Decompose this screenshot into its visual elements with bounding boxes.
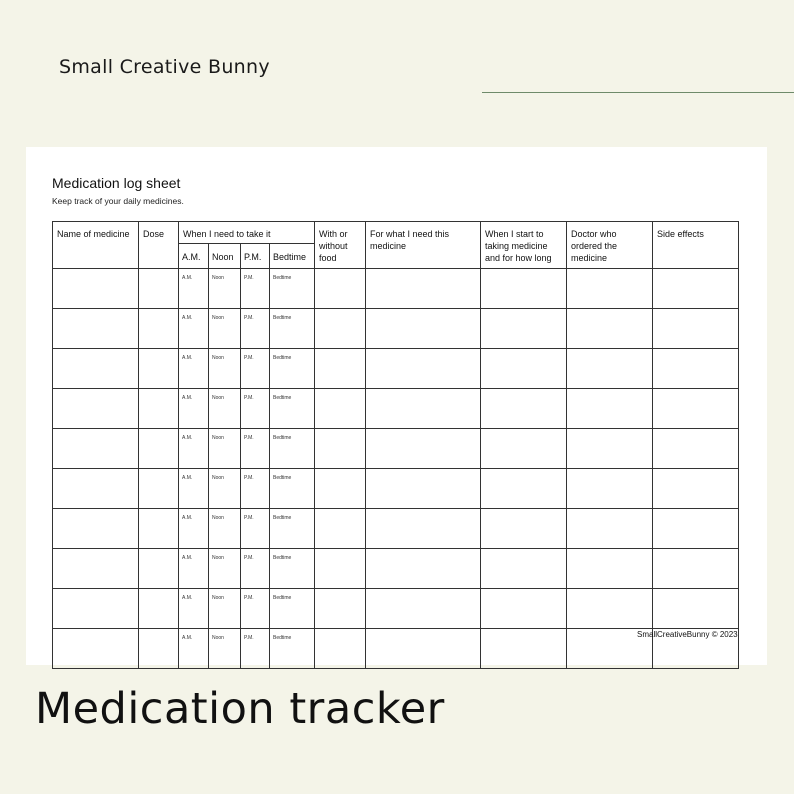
cell-doctor[interactable] [567,389,653,429]
medication-log-sheet [26,147,767,665]
cell-purpose[interactable] [366,589,481,629]
cell-start-and-duration[interactable] [481,389,567,429]
table-row [53,269,739,309]
cell-pm[interactable]: P.M. [241,269,270,309]
table-row [53,589,739,629]
cell-name-of-medicine[interactable] [53,549,139,589]
cell-pm[interactable]: P.M. [241,429,270,469]
cell-side-effects[interactable] [653,389,739,429]
table-header-row [53,222,739,244]
header-side-effects: Side effects [653,222,739,269]
cell-dose[interactable] [139,389,179,429]
header-doctor: Doctor who ordered the medicine [567,222,653,269]
cell-name-of-medicine[interactable] [53,349,139,389]
page-title: Medication tracker [35,684,445,734]
header-with-or-without-food: With or without food [315,222,366,269]
header-am: A.M. [179,244,209,269]
cell-with-or-without-food[interactable] [315,309,366,349]
cell-dose[interactable] [139,629,179,669]
cell-start-and-duration[interactable] [481,429,567,469]
cell-dose[interactable] [139,589,179,629]
cell-with-or-without-food[interactable] [315,349,366,389]
table-row [53,469,739,509]
cell-start-and-duration[interactable] [481,349,567,389]
brand-name: Small Creative Bunny [59,56,270,78]
cell-start-and-duration[interactable] [481,589,567,629]
cell-noon[interactable]: Noon [209,389,241,429]
cell-doctor[interactable] [567,309,653,349]
header-dose: Dose [139,222,179,269]
cell-name-of-medicine[interactable] [53,629,139,669]
cell-doctor[interactable] [567,509,653,549]
cell-noon[interactable]: Noon [209,589,241,629]
cell-am[interactable]: A.M. [179,629,209,669]
cell-with-or-without-food[interactable] [315,389,366,429]
cell-side-effects[interactable] [653,509,739,549]
cell-with-or-without-food[interactable] [315,549,366,589]
cell-purpose[interactable] [366,389,481,429]
table-row [53,349,739,389]
table-row [53,389,739,429]
cell-dose[interactable] [139,429,179,469]
cell-am[interactable]: A.M. [179,589,209,629]
cell-name-of-medicine[interactable] [53,429,139,469]
cell-pm[interactable]: P.M. [241,629,270,669]
header-noon: Noon [209,244,241,269]
header-bedtime: Bedtime [270,244,315,269]
cell-name-of-medicine[interactable] [53,509,139,549]
cell-purpose[interactable] [366,509,481,549]
sheet-subtitle: Keep track of your daily medicines. [52,196,184,206]
cell-side-effects[interactable] [653,309,739,349]
cell-start-and-duration[interactable] [481,269,567,309]
cell-side-effects[interactable] [653,589,739,629]
cell-dose[interactable] [139,309,179,349]
cell-with-or-without-food[interactable] [315,429,366,469]
cell-noon[interactable]: Noon [209,269,241,309]
header-purpose: For what I need this medicine [366,222,481,269]
header-name-of-medicine: Name of medicine [53,222,139,269]
cell-doctor[interactable] [567,469,653,509]
cell-with-or-without-food[interactable] [315,469,366,509]
cell-am[interactable]: A.M. [179,309,209,349]
cell-am[interactable]: A.M. [179,269,209,309]
cell-bedtime[interactable]: Bedtime [270,549,315,589]
cell-bedtime[interactable]: Bedtime [270,269,315,309]
table-row [53,629,739,669]
header-when-to-take: When I need to take it [179,222,315,244]
cell-dose[interactable] [139,269,179,309]
medication-log-table [52,221,739,669]
cell-dose[interactable] [139,349,179,389]
cell-bedtime[interactable]: Bedtime [270,469,315,509]
header-pm: P.M. [241,244,270,269]
cell-with-or-without-food[interactable] [315,269,366,309]
cell-doctor[interactable] [567,429,653,469]
table-row [53,509,739,549]
cell-bedtime[interactable]: Bedtime [270,309,315,349]
cell-purpose[interactable] [366,309,481,349]
cell-pm[interactable]: P.M. [241,309,270,349]
cell-side-effects[interactable] [653,469,739,509]
sheet-title: Medication log sheet [52,175,181,191]
cell-am[interactable]: A.M. [179,469,209,509]
cell-am[interactable]: A.M. [179,509,209,549]
cell-start-and-duration[interactable] [481,629,567,669]
cell-bedtime[interactable]: Bedtime [270,509,315,549]
cell-bedtime[interactable]: Bedtime [270,629,315,669]
cell-am[interactable]: A.M. [179,389,209,429]
cell-doctor[interactable] [567,269,653,309]
cell-pm[interactable]: P.M. [241,389,270,429]
cell-am[interactable]: A.M. [179,349,209,389]
cell-purpose[interactable] [366,429,481,469]
cell-dose[interactable] [139,549,179,589]
cell-name-of-medicine[interactable] [53,469,139,509]
cell-doctor[interactable] [567,349,653,389]
brand-divider [482,92,794,93]
cell-purpose[interactable] [366,549,481,589]
cell-pm[interactable]: P.M. [241,469,270,509]
table-body [53,269,739,669]
cell-start-and-duration[interactable] [481,309,567,349]
cell-purpose[interactable] [366,269,481,309]
cell-side-effects[interactable] [653,429,739,469]
table-row [53,549,739,589]
cell-noon[interactable]: Noon [209,429,241,469]
cell-noon[interactable]: Noon [209,469,241,509]
cell-noon[interactable]: Noon [209,629,241,669]
cell-start-and-duration[interactable] [481,509,567,549]
cell-purpose[interactable] [366,349,481,389]
cell-purpose[interactable] [366,469,481,509]
cell-pm[interactable]: P.M. [241,589,270,629]
cell-noon[interactable]: Noon [209,309,241,349]
table-row [53,429,739,469]
header-start-and-duration: When I start to taking medicine and for how long [481,222,567,269]
cell-doctor[interactable] [567,549,653,589]
cell-noon[interactable]: Noon [209,349,241,389]
cell-name-of-medicine[interactable] [53,309,139,349]
cell-side-effects[interactable] [653,269,739,309]
cell-bedtime[interactable]: Bedtime [270,349,315,389]
cell-purpose[interactable] [366,629,481,669]
cell-start-and-duration[interactable] [481,469,567,509]
table-row [53,309,739,349]
cell-dose[interactable] [139,469,179,509]
cell-bedtime[interactable]: Bedtime [270,429,315,469]
cell-name-of-medicine[interactable] [53,389,139,429]
cell-with-or-without-food[interactable] [315,629,366,669]
cell-with-or-without-food[interactable] [315,589,366,629]
cell-side-effects[interactable] [653,549,739,589]
cell-noon[interactable]: Noon [209,549,241,589]
cell-with-or-without-food[interactable] [315,509,366,549]
cell-noon[interactable]: Noon [209,509,241,549]
cell-dose[interactable] [139,509,179,549]
cell-doctor[interactable] [567,589,653,629]
cell-bedtime[interactable]: Bedtime [270,589,315,629]
cell-name-of-medicine[interactable] [53,269,139,309]
cell-start-and-duration[interactable] [481,549,567,589]
cell-pm[interactable]: P.M. [241,509,270,549]
cell-pm[interactable]: P.M. [241,349,270,389]
copyright-footer: SmallCreativeBunny © 2023 [637,630,738,639]
cell-name-of-medicine[interactable] [53,589,139,629]
cell-side-effects[interactable] [653,349,739,389]
cell-am[interactable]: A.M. [179,549,209,589]
cell-am[interactable]: A.M. [179,429,209,469]
cell-pm[interactable]: P.M. [241,549,270,589]
cell-bedtime[interactable]: Bedtime [270,389,315,429]
